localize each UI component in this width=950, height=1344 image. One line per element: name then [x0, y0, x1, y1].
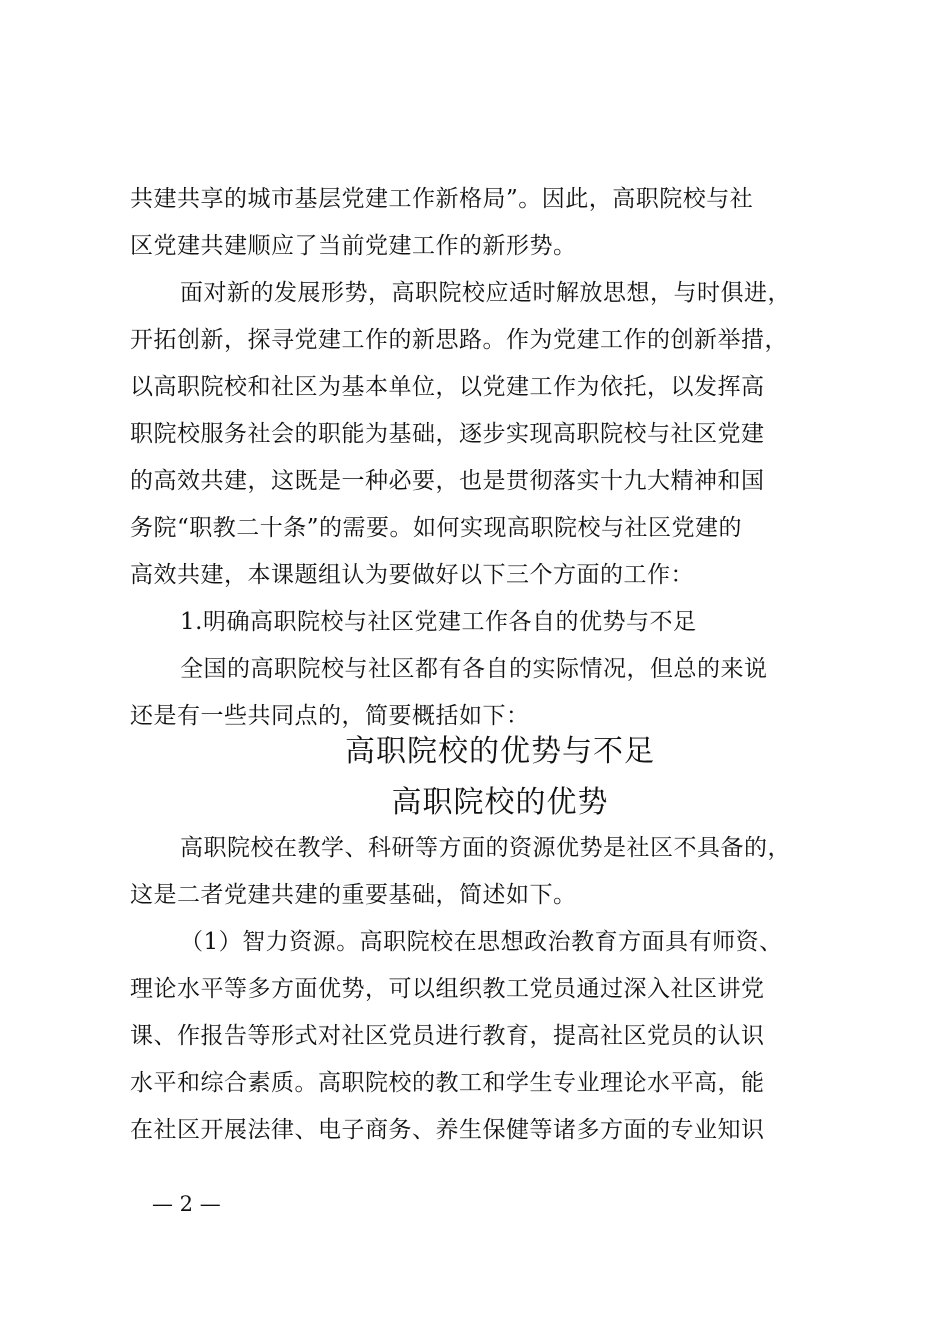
text-line: 职院校服务社会的职能为基础，逐步实现高职院校与社区党建 — [130, 421, 765, 447]
text-line: 课、作报告等形式对社区党员进行教育，提高社区党员的认识 — [130, 1023, 765, 1049]
paragraph-start: 高职院校在教学、科研等方面的资源优势是社区不具备的， — [180, 835, 791, 861]
text-line: 高效共建，本课题组认为要做好以下三个方面的工作： — [130, 562, 694, 588]
page-number: — 2 — — [152, 1192, 221, 1216]
heading-advantages: 高职院校的优势 — [391, 785, 609, 820]
heading-advantages-and-disadvantages: 高职院校的优势与不足 — [345, 734, 655, 769]
paragraph-start: （1）智力资源。高职院校在思想政治教育方面具有师资、 — [180, 929, 783, 955]
text-line: 水平和综合素质。高职院校的教工和学生专业理论水平高，能 — [130, 1070, 765, 1096]
text-line: 以高职院校和社区为基本单位，以党建工作为依托，以发挥高 — [130, 374, 765, 400]
text-line: 还是有一些共同点的，简要概括如下： — [130, 703, 530, 729]
text-line: 在社区开展法律、电子商务、养生保健等诸多方面的专业知识 — [130, 1117, 765, 1143]
text-line: 这是二者党建共建的重要基础，简述如下。 — [130, 882, 577, 908]
text-line: 共建共享的城市基层党建工作新格局”。因此，高职院校与社 — [130, 186, 754, 212]
section-title: 1.明确高职院校与社区党建工作各自的优势与不足 — [180, 609, 697, 635]
text-line: 的高效共建，这既是一种必要，也是贯彻落实十九大精神和国 — [130, 468, 765, 494]
text-line: 区党建共建顺应了当前党建工作的新形势。 — [130, 233, 577, 259]
text-line: 务院“职教二十条”的需要。如何实现高职院校与社区党建的 — [130, 515, 743, 541]
text-line: 理论水平等多方面优势，可以组织教工党员通过深入社区讲党 — [130, 976, 765, 1002]
text-line: 开拓创新，探寻党建工作的新思路。作为党建工作的创新举措， — [130, 327, 788, 353]
paragraph-start: 全国的高职院校与社区都有各自的实际情况，但总的来说 — [180, 656, 768, 682]
paragraph-start: 面对新的发展形势，高职院校应适时解放思想，与时俱进， — [180, 280, 791, 306]
